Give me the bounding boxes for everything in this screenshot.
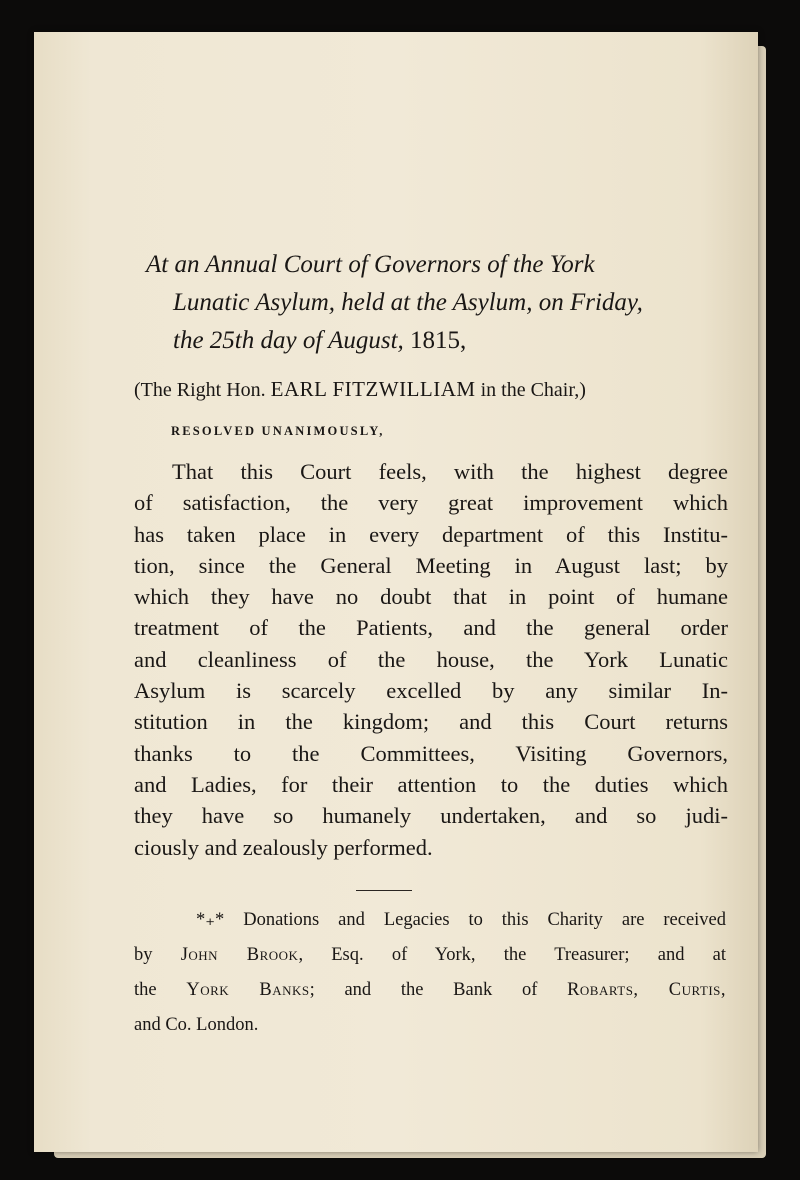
document-page <box>34 32 758 1152</box>
note-line-1: *₊* Donations and Legacies to this Charity are received <box>196 910 727 930</box>
resolution-line: of satisfaction, the very great improvement which <box>134 490 728 516</box>
heading-year: 1815, <box>410 327 467 354</box>
chair-prefix: (The Right Hon. <box>134 379 271 401</box>
resolution-line: thanks to the Committees, Visiting Governors, <box>134 740 728 766</box>
resolution-line: ciously and zealously performed. <box>134 834 433 860</box>
treasurer-name: John Brook <box>180 945 299 965</box>
resolution-line: they have so humanely undertaken, and so judi- <box>134 803 728 829</box>
resolution-line: That this Court feels, with the highest degree <box>172 459 728 484</box>
resolution-line: tion, since the General Meeting in August last; by <box>134 552 728 578</box>
section-divider <box>356 890 412 891</box>
heading-date: the 25th day of August, <box>173 327 404 354</box>
bank-name-york: York Banks <box>186 980 310 1000</box>
resolution-text <box>134 456 728 863</box>
chair-name: EARL FITZWILLIAM <box>270 377 476 401</box>
heading-line-1: At an Annual Court of Governors of the York <box>146 251 595 278</box>
resolution-line: which they have no doubt that in point of humane <box>134 584 728 610</box>
resolution-line: has taken place in every department of this Institu- <box>134 521 728 547</box>
resolution-line: and cleanliness of the house, the York Lunatic <box>134 646 728 672</box>
note-line-2: by John Brook, Esq. of York, the Treasurer; and at <box>134 945 727 965</box>
note-line-4: and Co. London. <box>134 1015 259 1035</box>
resolved-label: RESOLVED UNANIMOUSLY, <box>171 424 385 438</box>
note-line-3: the York Banks; and the Bank of Robarts, Curtis, <box>134 980 727 1000</box>
asterism-icon: *₊* <box>196 910 225 930</box>
page-heading <box>146 246 726 360</box>
donations-note <box>134 903 726 1043</box>
resolution-line: stitution in the kingdom; and this Court returns <box>134 709 728 735</box>
resolution-line: Asylum is scarcely excelled by any similar In- <box>134 678 728 704</box>
resolution-line: and Ladies, for their attention to the duties which <box>134 771 728 797</box>
chair-suffix: in the Chair,) <box>475 379 586 401</box>
chair-line <box>134 377 586 402</box>
heading-line-2: Lunatic Asylum, held at the Asylum, on Friday, <box>173 289 643 316</box>
resolution-line: treatment of the Patients, and the general order <box>134 615 728 641</box>
bank-name-robarts: Robarts, Curtis, <box>567 980 727 1000</box>
heading-line-3 <box>146 322 726 360</box>
